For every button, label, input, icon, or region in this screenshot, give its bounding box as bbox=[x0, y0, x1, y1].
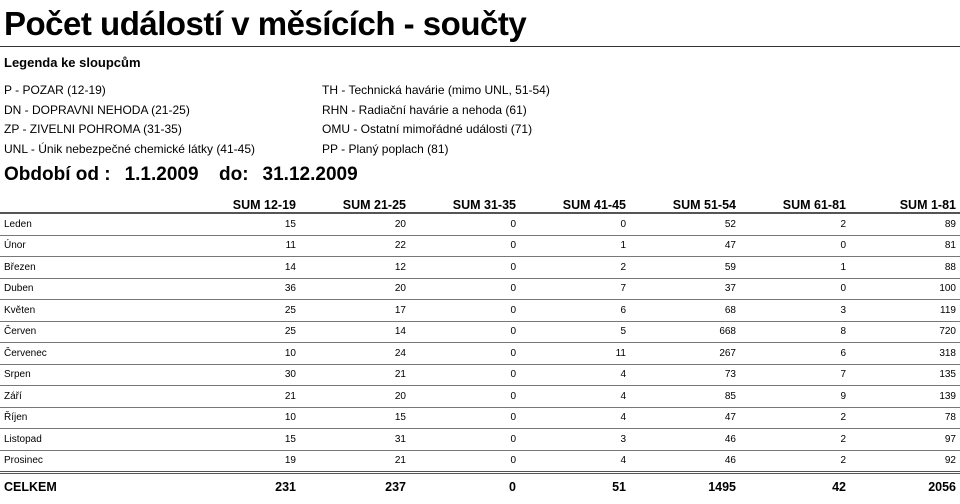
value-cell: 78 bbox=[850, 407, 960, 429]
total-cell: 1495 bbox=[630, 473, 740, 501]
value-cell: 0 bbox=[410, 343, 520, 365]
value-cell: 1 bbox=[740, 257, 850, 279]
value-cell: 1 bbox=[520, 235, 630, 257]
table-row bbox=[0, 257, 960, 279]
total-cell: 231 bbox=[190, 473, 300, 501]
value-cell: 0 bbox=[410, 213, 520, 235]
value-cell: 6 bbox=[740, 343, 850, 365]
value-cell: 135 bbox=[850, 364, 960, 386]
value-cell: 81 bbox=[850, 235, 960, 257]
legend-item: ZP - ZIVELNI POHROMA (31-35) bbox=[4, 122, 182, 136]
month-cell: Srpen bbox=[0, 364, 190, 386]
value-cell: 0 bbox=[410, 321, 520, 343]
value-cell: 9 bbox=[740, 386, 850, 408]
legend-heading: Legenda ke sloupcům bbox=[4, 55, 141, 70]
value-cell: 0 bbox=[410, 386, 520, 408]
table-row bbox=[0, 386, 960, 408]
value-cell: 21 bbox=[300, 364, 410, 386]
table-row bbox=[0, 407, 960, 429]
value-cell: 97 bbox=[850, 429, 960, 451]
value-cell: 5 bbox=[520, 321, 630, 343]
value-cell: 21 bbox=[300, 450, 410, 473]
month-cell: Listopad bbox=[0, 429, 190, 451]
value-cell: 0 bbox=[740, 235, 850, 257]
value-cell: 4 bbox=[520, 450, 630, 473]
value-cell: 73 bbox=[630, 364, 740, 386]
value-cell: 0 bbox=[410, 429, 520, 451]
value-cell: 119 bbox=[850, 300, 960, 322]
column-header: SUM 21-25 bbox=[300, 192, 410, 213]
value-cell: 0 bbox=[410, 450, 520, 473]
legend-item: RHN - Radiační havárie a nehoda (61) bbox=[322, 102, 527, 117]
legend-item: PP - Planý poplach (81) bbox=[322, 141, 449, 156]
period-from-value: 1.1.2009 bbox=[124, 164, 199, 185]
value-cell: 25 bbox=[190, 300, 300, 322]
value-cell: 88 bbox=[850, 257, 960, 279]
total-row bbox=[0, 473, 960, 501]
legend-item: UNL - Únik nebezpečné chemické látky (41-45) bbox=[4, 141, 255, 156]
value-cell: 0 bbox=[410, 364, 520, 386]
value-cell: 6 bbox=[520, 300, 630, 322]
value-cell: 3 bbox=[520, 429, 630, 451]
value-cell: 668 bbox=[630, 321, 740, 343]
value-cell: 52 bbox=[630, 213, 740, 235]
value-cell: 10 bbox=[190, 407, 300, 429]
value-cell: 4 bbox=[520, 386, 630, 408]
total-cell: 42 bbox=[740, 473, 850, 501]
value-cell: 22 bbox=[300, 235, 410, 257]
value-cell: 8 bbox=[740, 321, 850, 343]
value-cell: 2 bbox=[520, 257, 630, 279]
month-cell: Červenec bbox=[0, 343, 190, 365]
value-cell: 12 bbox=[300, 257, 410, 279]
total-label: CELKEM bbox=[0, 473, 190, 501]
period-to bbox=[219, 164, 358, 186]
column-header: SUM 51-54 bbox=[630, 192, 740, 213]
value-cell: 0 bbox=[410, 257, 520, 279]
table-row bbox=[0, 364, 960, 386]
value-cell: 46 bbox=[630, 450, 740, 473]
value-cell: 15 bbox=[190, 213, 300, 235]
value-cell: 139 bbox=[850, 386, 960, 408]
value-cell: 46 bbox=[630, 429, 740, 451]
value-cell: 0 bbox=[520, 213, 630, 235]
table-row bbox=[0, 429, 960, 451]
month-cell: Říjen bbox=[0, 407, 190, 429]
value-cell: 7 bbox=[740, 364, 850, 386]
value-cell: 0 bbox=[740, 278, 850, 300]
column-header: SUM 1-81 bbox=[850, 192, 960, 213]
value-cell: 3 bbox=[740, 300, 850, 322]
events-table bbox=[0, 192, 960, 500]
table-header-row bbox=[0, 192, 960, 213]
value-cell: 4 bbox=[520, 407, 630, 429]
period-from-label: Období od : bbox=[4, 164, 111, 185]
value-cell: 24 bbox=[300, 343, 410, 365]
month-cell: Září bbox=[0, 386, 190, 408]
table-row bbox=[0, 450, 960, 473]
table-row bbox=[0, 321, 960, 343]
total-cell: 237 bbox=[300, 473, 410, 501]
value-cell: 92 bbox=[850, 450, 960, 473]
total-cell: 0 bbox=[410, 473, 520, 501]
value-cell: 17 bbox=[300, 300, 410, 322]
value-cell: 20 bbox=[300, 386, 410, 408]
column-header: SUM 12-19 bbox=[190, 192, 300, 213]
value-cell: 0 bbox=[410, 407, 520, 429]
value-cell: 318 bbox=[850, 343, 960, 365]
month-cell: Květen bbox=[0, 300, 190, 322]
value-cell: 2 bbox=[740, 429, 850, 451]
value-cell: 85 bbox=[630, 386, 740, 408]
table-row bbox=[0, 235, 960, 257]
legend-item: P - POZAR (12-19) bbox=[4, 83, 106, 97]
value-cell: 15 bbox=[190, 429, 300, 451]
value-cell: 21 bbox=[190, 386, 300, 408]
value-cell: 267 bbox=[630, 343, 740, 365]
table-row bbox=[0, 213, 960, 235]
value-cell: 2 bbox=[740, 450, 850, 473]
value-cell: 0 bbox=[410, 235, 520, 257]
month-cell: Červen bbox=[0, 321, 190, 343]
value-cell: 47 bbox=[630, 407, 740, 429]
value-cell: 36 bbox=[190, 278, 300, 300]
value-cell: 19 bbox=[190, 450, 300, 473]
total-cell: 51 bbox=[520, 473, 630, 501]
value-cell: 59 bbox=[630, 257, 740, 279]
value-cell: 0 bbox=[410, 278, 520, 300]
total-cell: 2056 bbox=[850, 473, 960, 501]
value-cell: 7 bbox=[520, 278, 630, 300]
value-cell: 11 bbox=[520, 343, 630, 365]
value-cell: 47 bbox=[630, 235, 740, 257]
value-cell: 100 bbox=[850, 278, 960, 300]
column-header bbox=[0, 192, 190, 213]
value-cell: 0 bbox=[410, 300, 520, 322]
value-cell: 4 bbox=[520, 364, 630, 386]
legend-left-column bbox=[4, 81, 255, 159]
value-cell: 37 bbox=[630, 278, 740, 300]
column-header: SUM 61-81 bbox=[740, 192, 850, 213]
month-cell: Duben bbox=[0, 278, 190, 300]
value-cell: 720 bbox=[850, 321, 960, 343]
legend-right-column bbox=[322, 81, 550, 159]
month-cell: Prosinec bbox=[0, 450, 190, 473]
month-cell: Leden bbox=[0, 213, 190, 235]
value-cell: 30 bbox=[190, 364, 300, 386]
value-cell: 2 bbox=[740, 407, 850, 429]
value-cell: 2 bbox=[740, 213, 850, 235]
legend-item: DN - DOPRAVNI NEHODA (21-25) bbox=[4, 102, 190, 117]
table-row bbox=[0, 300, 960, 322]
period-to-value: 31.12.2009 bbox=[262, 164, 358, 185]
value-cell: 20 bbox=[300, 278, 410, 300]
title-divider bbox=[0, 46, 960, 47]
value-cell: 25 bbox=[190, 321, 300, 343]
value-cell: 20 bbox=[300, 213, 410, 235]
period-to-label: do: bbox=[219, 164, 249, 185]
column-header: SUM 31-35 bbox=[410, 192, 520, 213]
legend-item: OMU - Ostatní mimořádné události (71) bbox=[322, 122, 533, 136]
value-cell: 68 bbox=[630, 300, 740, 322]
value-cell: 14 bbox=[300, 321, 410, 343]
legend-item: TH - Technická havárie (mimo UNL, 51-54) bbox=[322, 83, 550, 97]
table-row bbox=[0, 278, 960, 300]
value-cell: 11 bbox=[190, 235, 300, 257]
value-cell: 89 bbox=[850, 213, 960, 235]
value-cell: 14 bbox=[190, 257, 300, 279]
table-row bbox=[0, 343, 960, 365]
column-header: SUM 41-45 bbox=[520, 192, 630, 213]
value-cell: 15 bbox=[300, 407, 410, 429]
month-cell: Březen bbox=[0, 257, 190, 279]
month-cell: Únor bbox=[0, 235, 190, 257]
value-cell: 10 bbox=[190, 343, 300, 365]
period-from bbox=[4, 164, 199, 186]
value-cell: 31 bbox=[300, 429, 410, 451]
page-title: Počet událostí v měsících - součty bbox=[4, 5, 527, 42]
